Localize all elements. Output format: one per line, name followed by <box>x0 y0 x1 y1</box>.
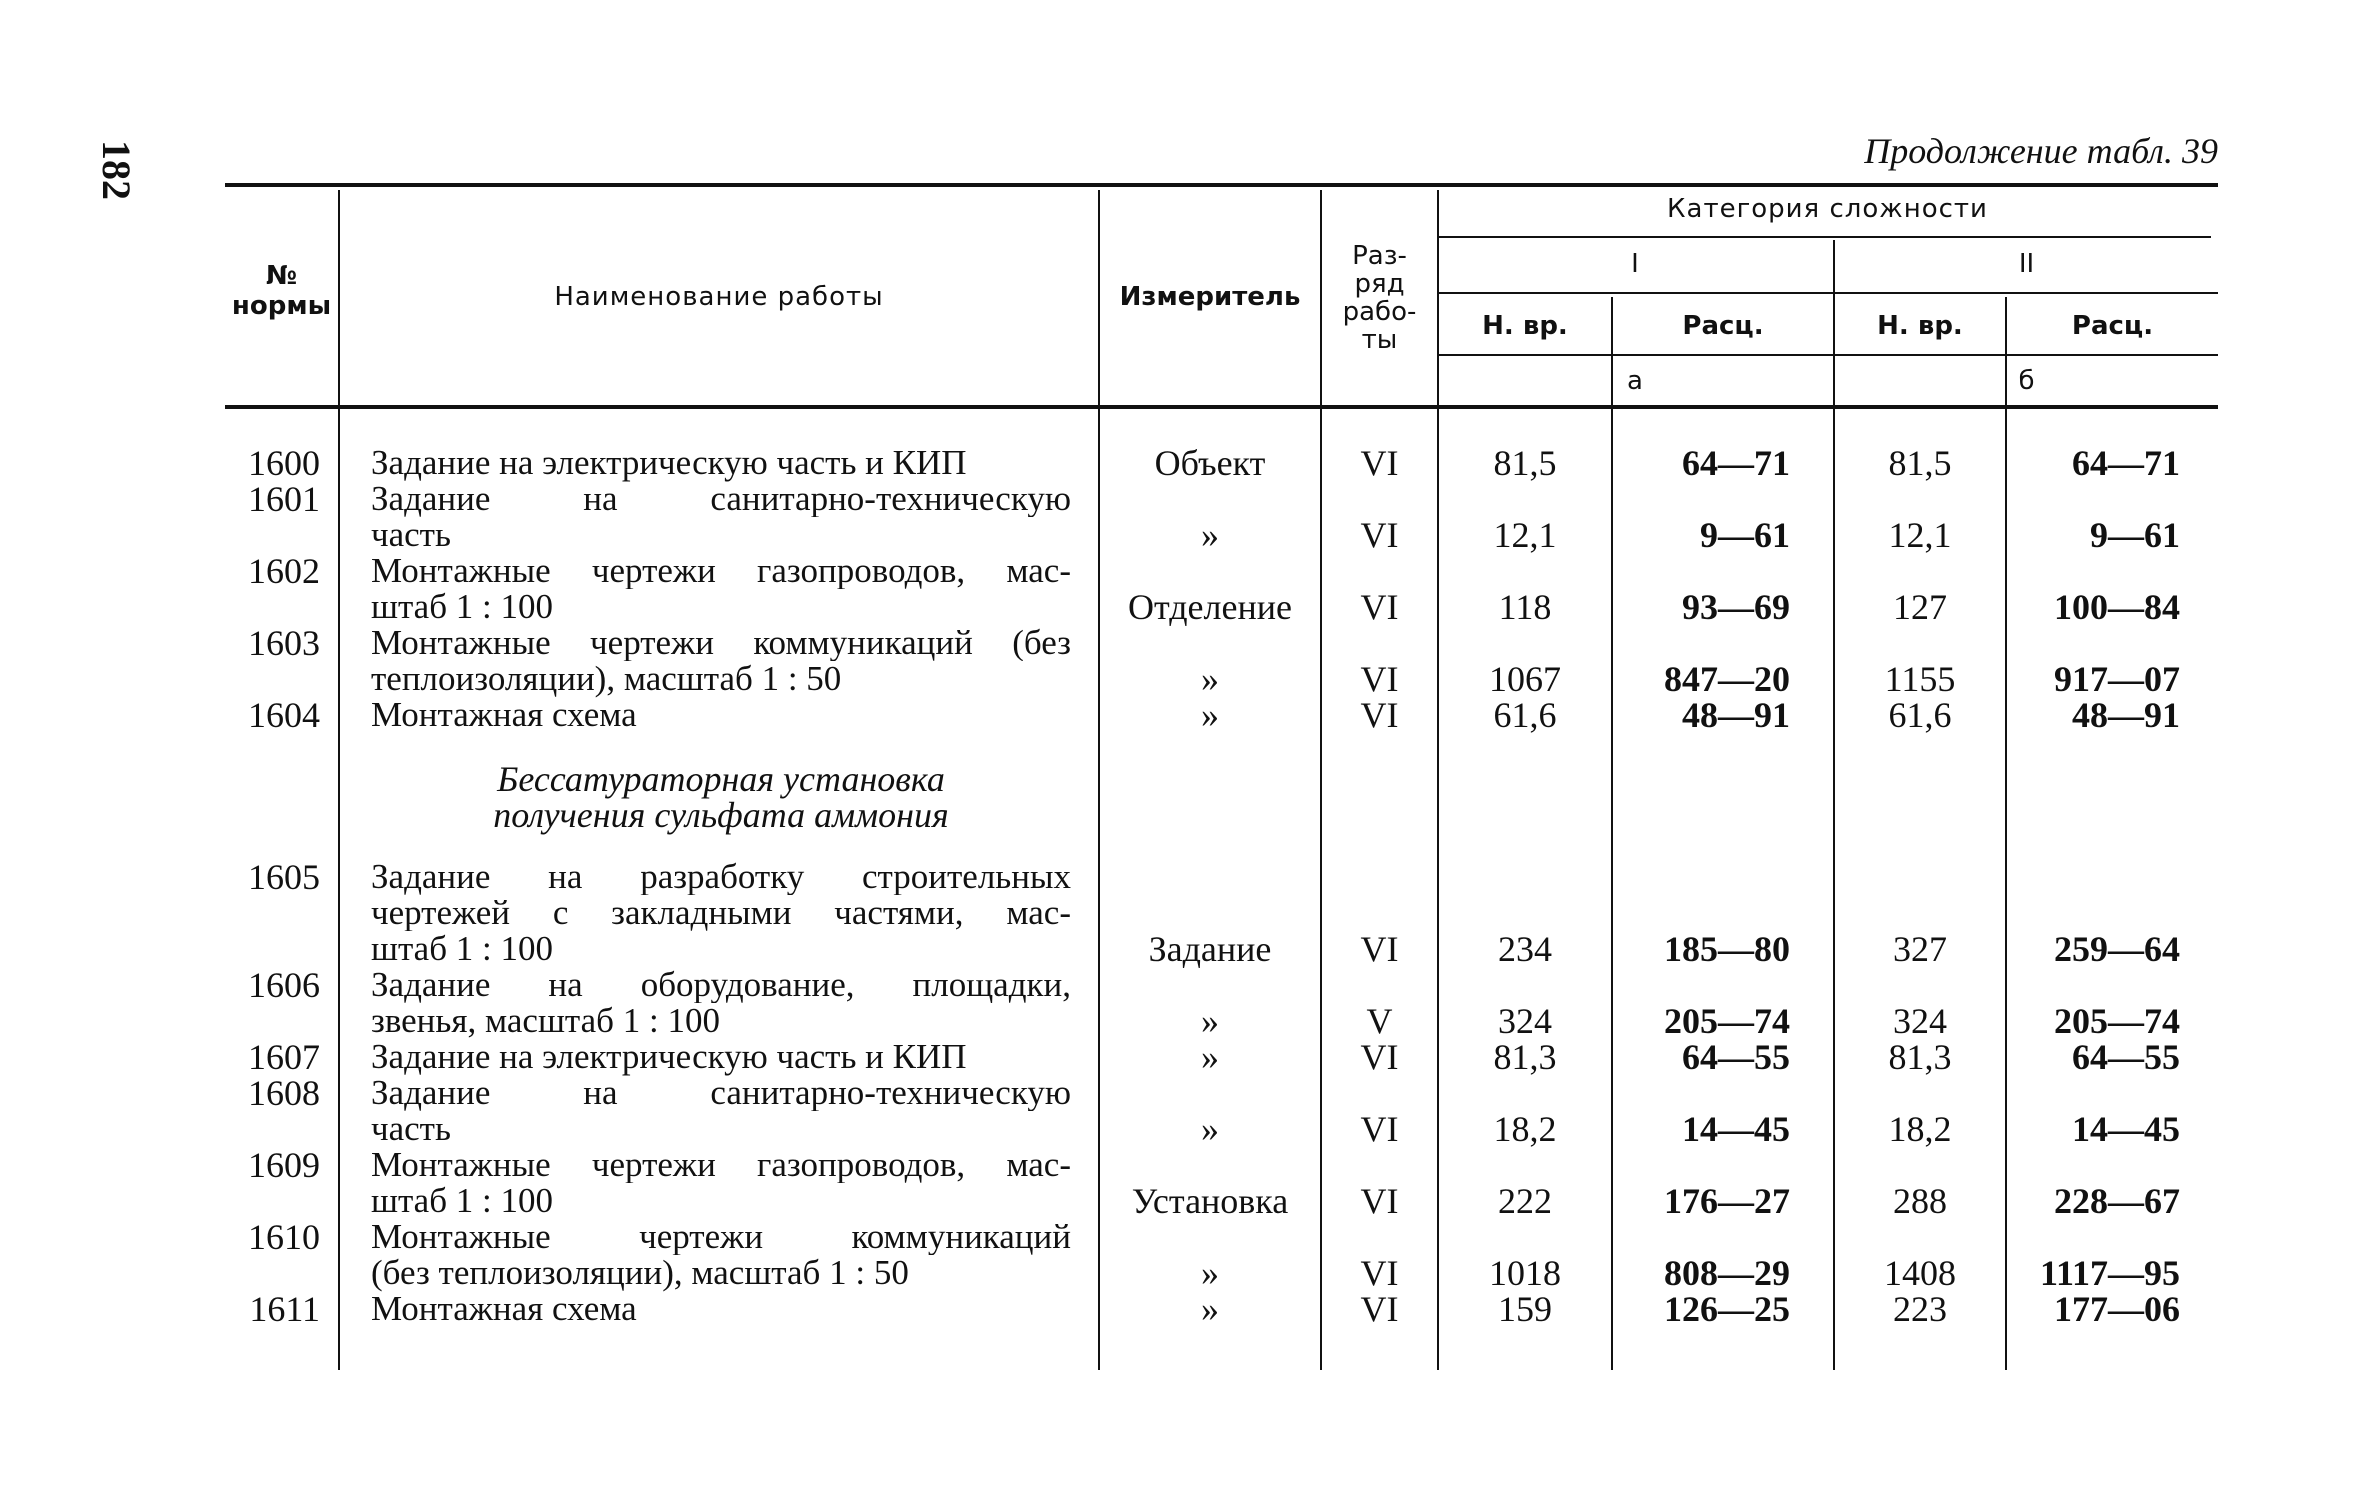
time-norm-cat2: 1155 <box>1884 659 1956 699</box>
unit-of-measure: » <box>1201 515 1219 555</box>
rate-cat1: 847—20 <box>1664 659 1790 699</box>
header-rate-1: Расц. <box>1682 311 1764 341</box>
work-name <box>371 445 1071 481</box>
unit-of-measure: Объект <box>1154 443 1266 483</box>
rate-cat1: 64—71 <box>1682 443 1790 483</box>
header-complexity-category: Категория сложности <box>1667 194 1988 224</box>
work-grade: VI <box>1360 587 1399 627</box>
rate-cat2: 14—45 <box>2072 1109 2180 1149</box>
work-name-line: Монтажная схема <box>371 695 637 734</box>
column-divider-5 <box>1611 297 1613 1370</box>
rate-cat2: 64—71 <box>2072 443 2180 483</box>
rate-cat1: 205—74 <box>1664 1001 1790 1041</box>
unit-of-measure: Установка <box>1131 1181 1289 1221</box>
time-norm-cat1: 81,5 <box>1493 443 1557 483</box>
rate-cat1: 64—55 <box>1682 1037 1790 1077</box>
norm-number: 1605 <box>248 857 320 897</box>
category-sub-rule <box>1437 292 2218 294</box>
time-norm-cat1: 18,2 <box>1493 1109 1557 1149</box>
rate-cat1: 808—29 <box>1664 1253 1790 1293</box>
time-norm-cat2: 1408 <box>1884 1253 1956 1293</box>
rate-cat2: 48—91 <box>2072 695 2180 735</box>
norm-number: 1606 <box>248 965 320 1005</box>
time-norm-cat1: 1018 <box>1489 1253 1561 1293</box>
work-name <box>371 1147 1071 1219</box>
header-category-1: I <box>1631 249 1639 279</box>
work-name <box>371 967 1071 1039</box>
work-name <box>371 625 1071 697</box>
unit-of-measure: » <box>1201 695 1219 735</box>
work-name-line: Задание на санитарно-техническую <box>371 1075 1071 1111</box>
unit-of-measure: » <box>1201 1001 1219 1041</box>
time-norm-cat2: 127 <box>1893 587 1947 627</box>
rate-cat1: 9—61 <box>1700 515 1790 555</box>
norm-number: 1610 <box>248 1217 320 1257</box>
work-name-line: часть <box>371 1109 451 1148</box>
work-name-line: часть <box>371 515 451 554</box>
work-name-line: Монтажные чертежи коммуникаций <box>371 1219 1071 1255</box>
table-continuation-caption: Продолжение табл. 39 <box>1864 131 2218 171</box>
work-grade: VI <box>1360 515 1399 555</box>
unit-of-measure: » <box>1201 1109 1219 1149</box>
rate-cat1: 14—45 <box>1682 1109 1790 1149</box>
work-name-line: Задание на электрическую часть и КИП <box>371 443 967 482</box>
header-time-2: Н. вр. <box>1877 311 1963 341</box>
table-top-rule <box>225 183 2218 187</box>
time-norm-cat2: 18,2 <box>1888 1109 1952 1149</box>
rate-cat1: 176—27 <box>1664 1181 1790 1221</box>
header-unit: Измеритель <box>1119 282 1301 312</box>
work-name-line: Монтажные чертежи газопроводов, мас- <box>371 553 1071 589</box>
header-grade: Раз- ряд рабо- ты <box>1342 241 1417 355</box>
time-norm-cat1: 234 <box>1498 929 1552 969</box>
work-name-line: Задание на санитарно-техническую <box>371 481 1071 517</box>
work-grade: VI <box>1360 695 1399 735</box>
work-grade: VI <box>1360 1181 1399 1221</box>
rate-cat2: 64—55 <box>2072 1037 2180 1077</box>
norm-number: 1608 <box>248 1073 320 1113</box>
time-norm-cat1: 324 <box>1498 1001 1552 1041</box>
time-norm-cat2: 61,6 <box>1888 695 1952 735</box>
header-rate-2: Расц. <box>2071 311 2154 341</box>
work-grade: VI <box>1360 659 1399 699</box>
work-grade: VI <box>1360 1289 1399 1329</box>
unit-of-measure: Отделение <box>1127 587 1292 627</box>
rate-cat2: 205—74 <box>2054 1001 2180 1041</box>
work-grade: VI <box>1360 443 1399 483</box>
work-name-line: штаб 1 : 100 <box>371 929 553 968</box>
work-name-line: Монтажная схема <box>371 1289 637 1328</box>
norm-number: 1602 <box>248 551 320 591</box>
work-name-line: Задание на электрическую часть и КИП <box>371 1037 967 1076</box>
unit-of-measure: » <box>1201 1289 1219 1329</box>
unit-of-measure: Задание <box>1148 929 1272 969</box>
column-divider-1 <box>338 190 340 1370</box>
time-norm-cat2: 223 <box>1893 1289 1947 1329</box>
time-norm-cat2: 324 <box>1893 1001 1947 1041</box>
column-divider-7 <box>2005 297 2007 1370</box>
header-bottom-rule <box>225 405 2218 409</box>
rate-cat2: 228—67 <box>2054 1181 2180 1221</box>
work-name <box>371 697 1071 733</box>
norm-number: 1601 <box>248 479 320 519</box>
rate-cat2: 1117—95 <box>2039 1253 2180 1293</box>
work-grade: V <box>1366 1001 1393 1041</box>
work-name-line: теплоизоляции), масштаб 1 : 50 <box>371 659 842 698</box>
work-grade: VI <box>1360 1109 1399 1149</box>
work-name-line: Монтажные чертежи коммуникаций (без <box>371 625 1071 661</box>
time-norm-cat1: 61,6 <box>1493 695 1557 735</box>
header-norm-number: № нормы <box>231 261 332 321</box>
unit-of-measure: » <box>1201 1253 1219 1293</box>
time-norm-cat2: 327 <box>1893 929 1947 969</box>
time-norm-cat1: 12,1 <box>1493 515 1557 555</box>
header-time-1: Н. вр. <box>1482 311 1568 341</box>
header-units-rule <box>1437 354 2218 356</box>
work-name <box>371 1075 1071 1147</box>
rate-cat1: 126—25 <box>1664 1289 1790 1329</box>
norm-number: 1609 <box>248 1145 320 1185</box>
time-norm-cat2: 81,5 <box>1888 443 1952 483</box>
norm-number: 1611 <box>249 1289 320 1329</box>
time-norm-cat1: 81,3 <box>1493 1037 1557 1077</box>
norm-number: 1607 <box>248 1037 320 1077</box>
work-name-line: (без теплоизоляции), масштаб 1 : 50 <box>371 1253 909 1292</box>
work-name-line: штаб 1 : 100 <box>371 1181 553 1220</box>
header-work-name: Наименование работы <box>554 282 884 312</box>
work-name <box>371 553 1071 625</box>
work-name <box>371 1291 1071 1327</box>
work-name-line: Монтажные чертежи газопроводов, мас- <box>371 1147 1071 1183</box>
work-name <box>371 1219 1071 1291</box>
work-name <box>371 859 1071 967</box>
rate-cat2: 9—61 <box>2090 515 2180 555</box>
work-name-line: чертежей с закладными частями, мас- <box>371 895 1071 931</box>
work-name <box>371 1039 1071 1075</box>
time-norm-cat2: 81,3 <box>1888 1037 1952 1077</box>
rate-cat2: 100—84 <box>2054 587 2180 627</box>
norm-number: 1603 <box>248 623 320 663</box>
unit-of-measure: » <box>1201 1037 1219 1077</box>
section-title: Бессатураторная установка получения сульфата аммония <box>493 759 949 835</box>
rate-cat2: 177—06 <box>2054 1289 2180 1329</box>
work-grade: VI <box>1360 1037 1399 1077</box>
work-name-line: звенья, масштаб 1 : 100 <box>371 1001 720 1040</box>
rate-cat2: 259—64 <box>2054 929 2180 969</box>
work-grade: VI <box>1360 1253 1399 1293</box>
rate-cat1: 48—91 <box>1682 695 1790 735</box>
norm-number: 1604 <box>248 695 320 735</box>
work-name-line: Задание на оборудование, площадки, <box>371 967 1071 1003</box>
rate-cat1: 185—80 <box>1664 929 1790 969</box>
work-name <box>371 481 1071 553</box>
page-number: 182 <box>94 140 139 200</box>
time-norm-cat2: 12,1 <box>1888 515 1952 555</box>
time-norm-cat1: 222 <box>1498 1181 1552 1221</box>
rate-cat1: 93—69 <box>1682 587 1790 627</box>
header-subcolumn-a: а <box>1627 366 1643 396</box>
time-norm-cat1: 118 <box>1498 587 1552 627</box>
norm-number: 1600 <box>248 443 320 483</box>
header-category-2: II <box>2018 249 2035 279</box>
unit-of-measure: » <box>1201 659 1219 699</box>
time-norm-cat1: 1067 <box>1489 659 1561 699</box>
work-grade: VI <box>1360 929 1399 969</box>
work-name-line: Задание на разработку строительных <box>371 859 1071 895</box>
category-rule <box>1437 236 2211 238</box>
time-norm-cat1: 159 <box>1498 1289 1552 1329</box>
work-name-line: штаб 1 : 100 <box>371 587 553 626</box>
rate-cat2: 917—07 <box>2054 659 2180 699</box>
time-norm-cat2: 288 <box>1893 1181 1947 1221</box>
header-subcolumn-b: б <box>2018 366 2035 396</box>
